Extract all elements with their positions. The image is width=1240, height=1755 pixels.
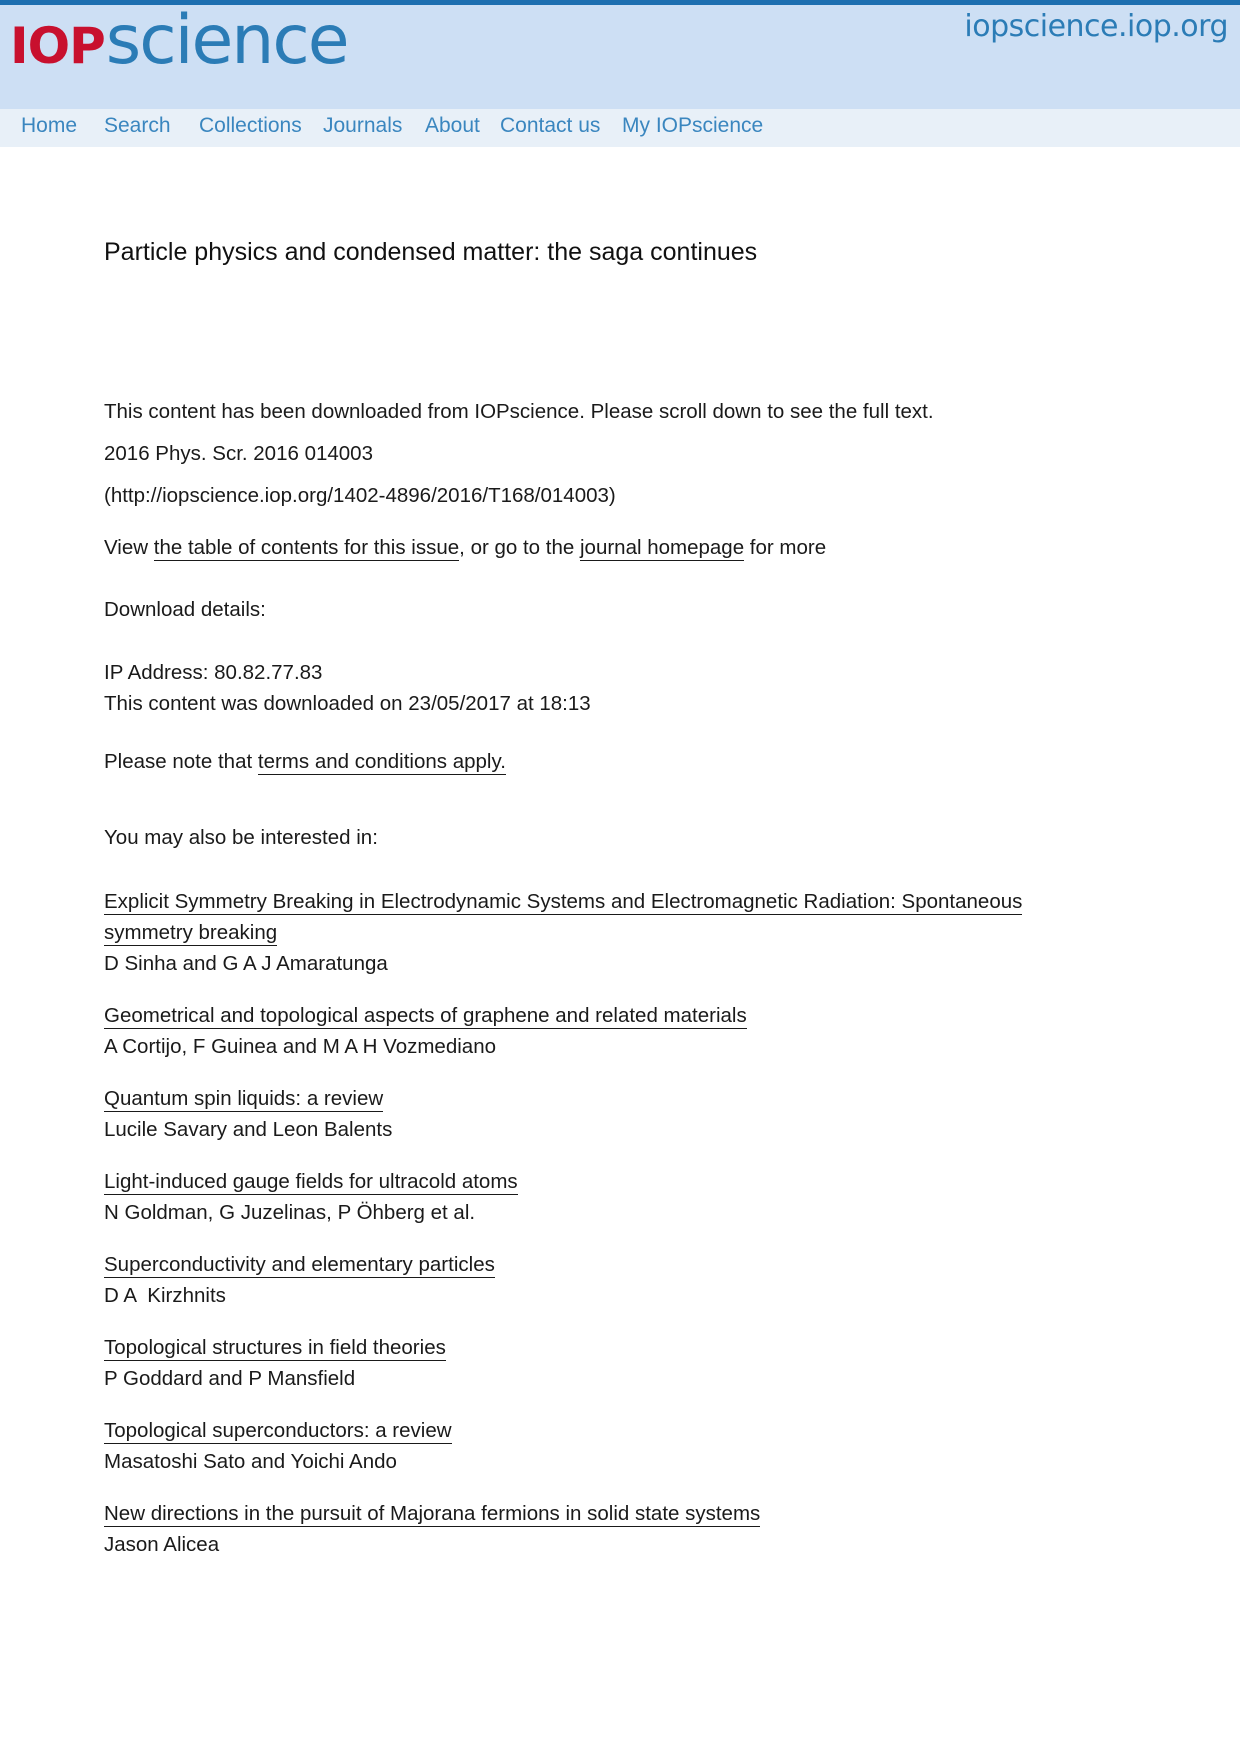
citation: 2016 Phys. Scr. 2016 014003 <box>104 442 373 465</box>
related-item-title[interactable]: New directions in the pursuit of Majorana fermions in solid state systems <box>104 1502 761 1525</box>
related-item-authors: Lucile Savary and Leon Balents <box>104 1118 393 1141</box>
related-item-title[interactable]: Quantum spin liquids: a review <box>104 1087 384 1110</box>
related-item-authors: A Cortijo, F Guinea and M A H Vozmediano <box>104 1035 496 1058</box>
related-item-authors: D Sinha and G A J Amaratunga <box>104 952 388 975</box>
related-item-title[interactable]: Geometrical and topological aspects of graphene and related materials <box>104 1004 747 1027</box>
nav-collections[interactable]: Collections <box>199 114 302 137</box>
main-nav <box>0 109 1240 147</box>
related-heading: You may also be interested in: <box>104 826 378 849</box>
nav-about[interactable]: About <box>425 114 480 137</box>
terms-line <box>104 750 506 775</box>
related-item <box>104 1170 518 1226</box>
related-item <box>104 1502 760 1558</box>
toc-link[interactable]: the table of contents for this issue <box>153 536 460 559</box>
download-details-heading: Download details: <box>104 598 266 621</box>
page-title: Particle physics and condensed matter: the saga continues <box>104 238 758 266</box>
terms-prefix: Please note that <box>104 750 258 773</box>
nav-journals[interactable]: Journals <box>323 114 403 137</box>
journal-homepage-link[interactable]: journal homepage <box>579 536 745 559</box>
nav-home[interactable]: Home <box>21 114 78 137</box>
related-item <box>104 1336 446 1392</box>
nav-search[interactable]: Search <box>104 114 171 137</box>
related-item-title[interactable]: Topological superconductors: a review <box>104 1419 452 1442</box>
site-url[interactable]: iopscience.iop.org <box>964 9 1228 44</box>
terms-link[interactable]: terms and conditions apply. <box>257 750 506 773</box>
download-notice: This content has been downloaded from IOPscience. Please scroll down to see the full text. <box>104 400 934 423</box>
article-url: (http://iopscience.iop.org/1402-4896/2016/T168/014003) <box>104 484 616 507</box>
view-prefix: View <box>104 536 154 559</box>
related-item <box>104 886 1064 979</box>
view-middle: , or go to the <box>459 536 580 559</box>
view-links-line <box>104 536 826 561</box>
related-item-authors: Jason Alicea <box>104 1533 220 1556</box>
related-item <box>104 1004 747 1060</box>
view-suffix: for more <box>744 536 827 559</box>
ip-address: IP Address: 80.82.77.83 <box>104 661 323 684</box>
logo-science-text: science <box>105 1 348 80</box>
download-date: This content was downloaded on 23/05/2017 at 18:13 <box>104 692 591 715</box>
related-item-title[interactable]: Superconductivity and elementary particles <box>104 1253 495 1276</box>
related-item-title[interactable]: Topological structures in field theories <box>104 1336 446 1359</box>
related-item <box>104 1419 452 1475</box>
related-item <box>104 1087 392 1143</box>
related-item-authors: Masatoshi Sato and Yoichi Ando <box>104 1450 397 1473</box>
related-item-authors: D A Kirzhnits <box>104 1284 226 1307</box>
logo-iop-text: IOP <box>10 17 105 75</box>
nav-contact-us[interactable]: Contact us <box>500 114 601 137</box>
related-item-title[interactable]: Light-induced gauge fields for ultracold atoms <box>104 1170 518 1193</box>
related-item <box>104 1253 495 1309</box>
related-item-authors: N Goldman, G Juzelinas, P Öhberg et al. <box>104 1201 476 1224</box>
site-header <box>0 0 1240 109</box>
nav-my-iopscience[interactable]: My IOPscience <box>622 114 764 137</box>
iopscience-logo[interactable] <box>10 1 348 80</box>
related-item-authors: P Goddard and P Mansfield <box>104 1367 356 1390</box>
related-item-title[interactable]: Explicit Symmetry Breaking in Electrodynamic Systems and Electromagnetic Radiation: Spontaneous symmetry breaking <box>104 890 1023 944</box>
